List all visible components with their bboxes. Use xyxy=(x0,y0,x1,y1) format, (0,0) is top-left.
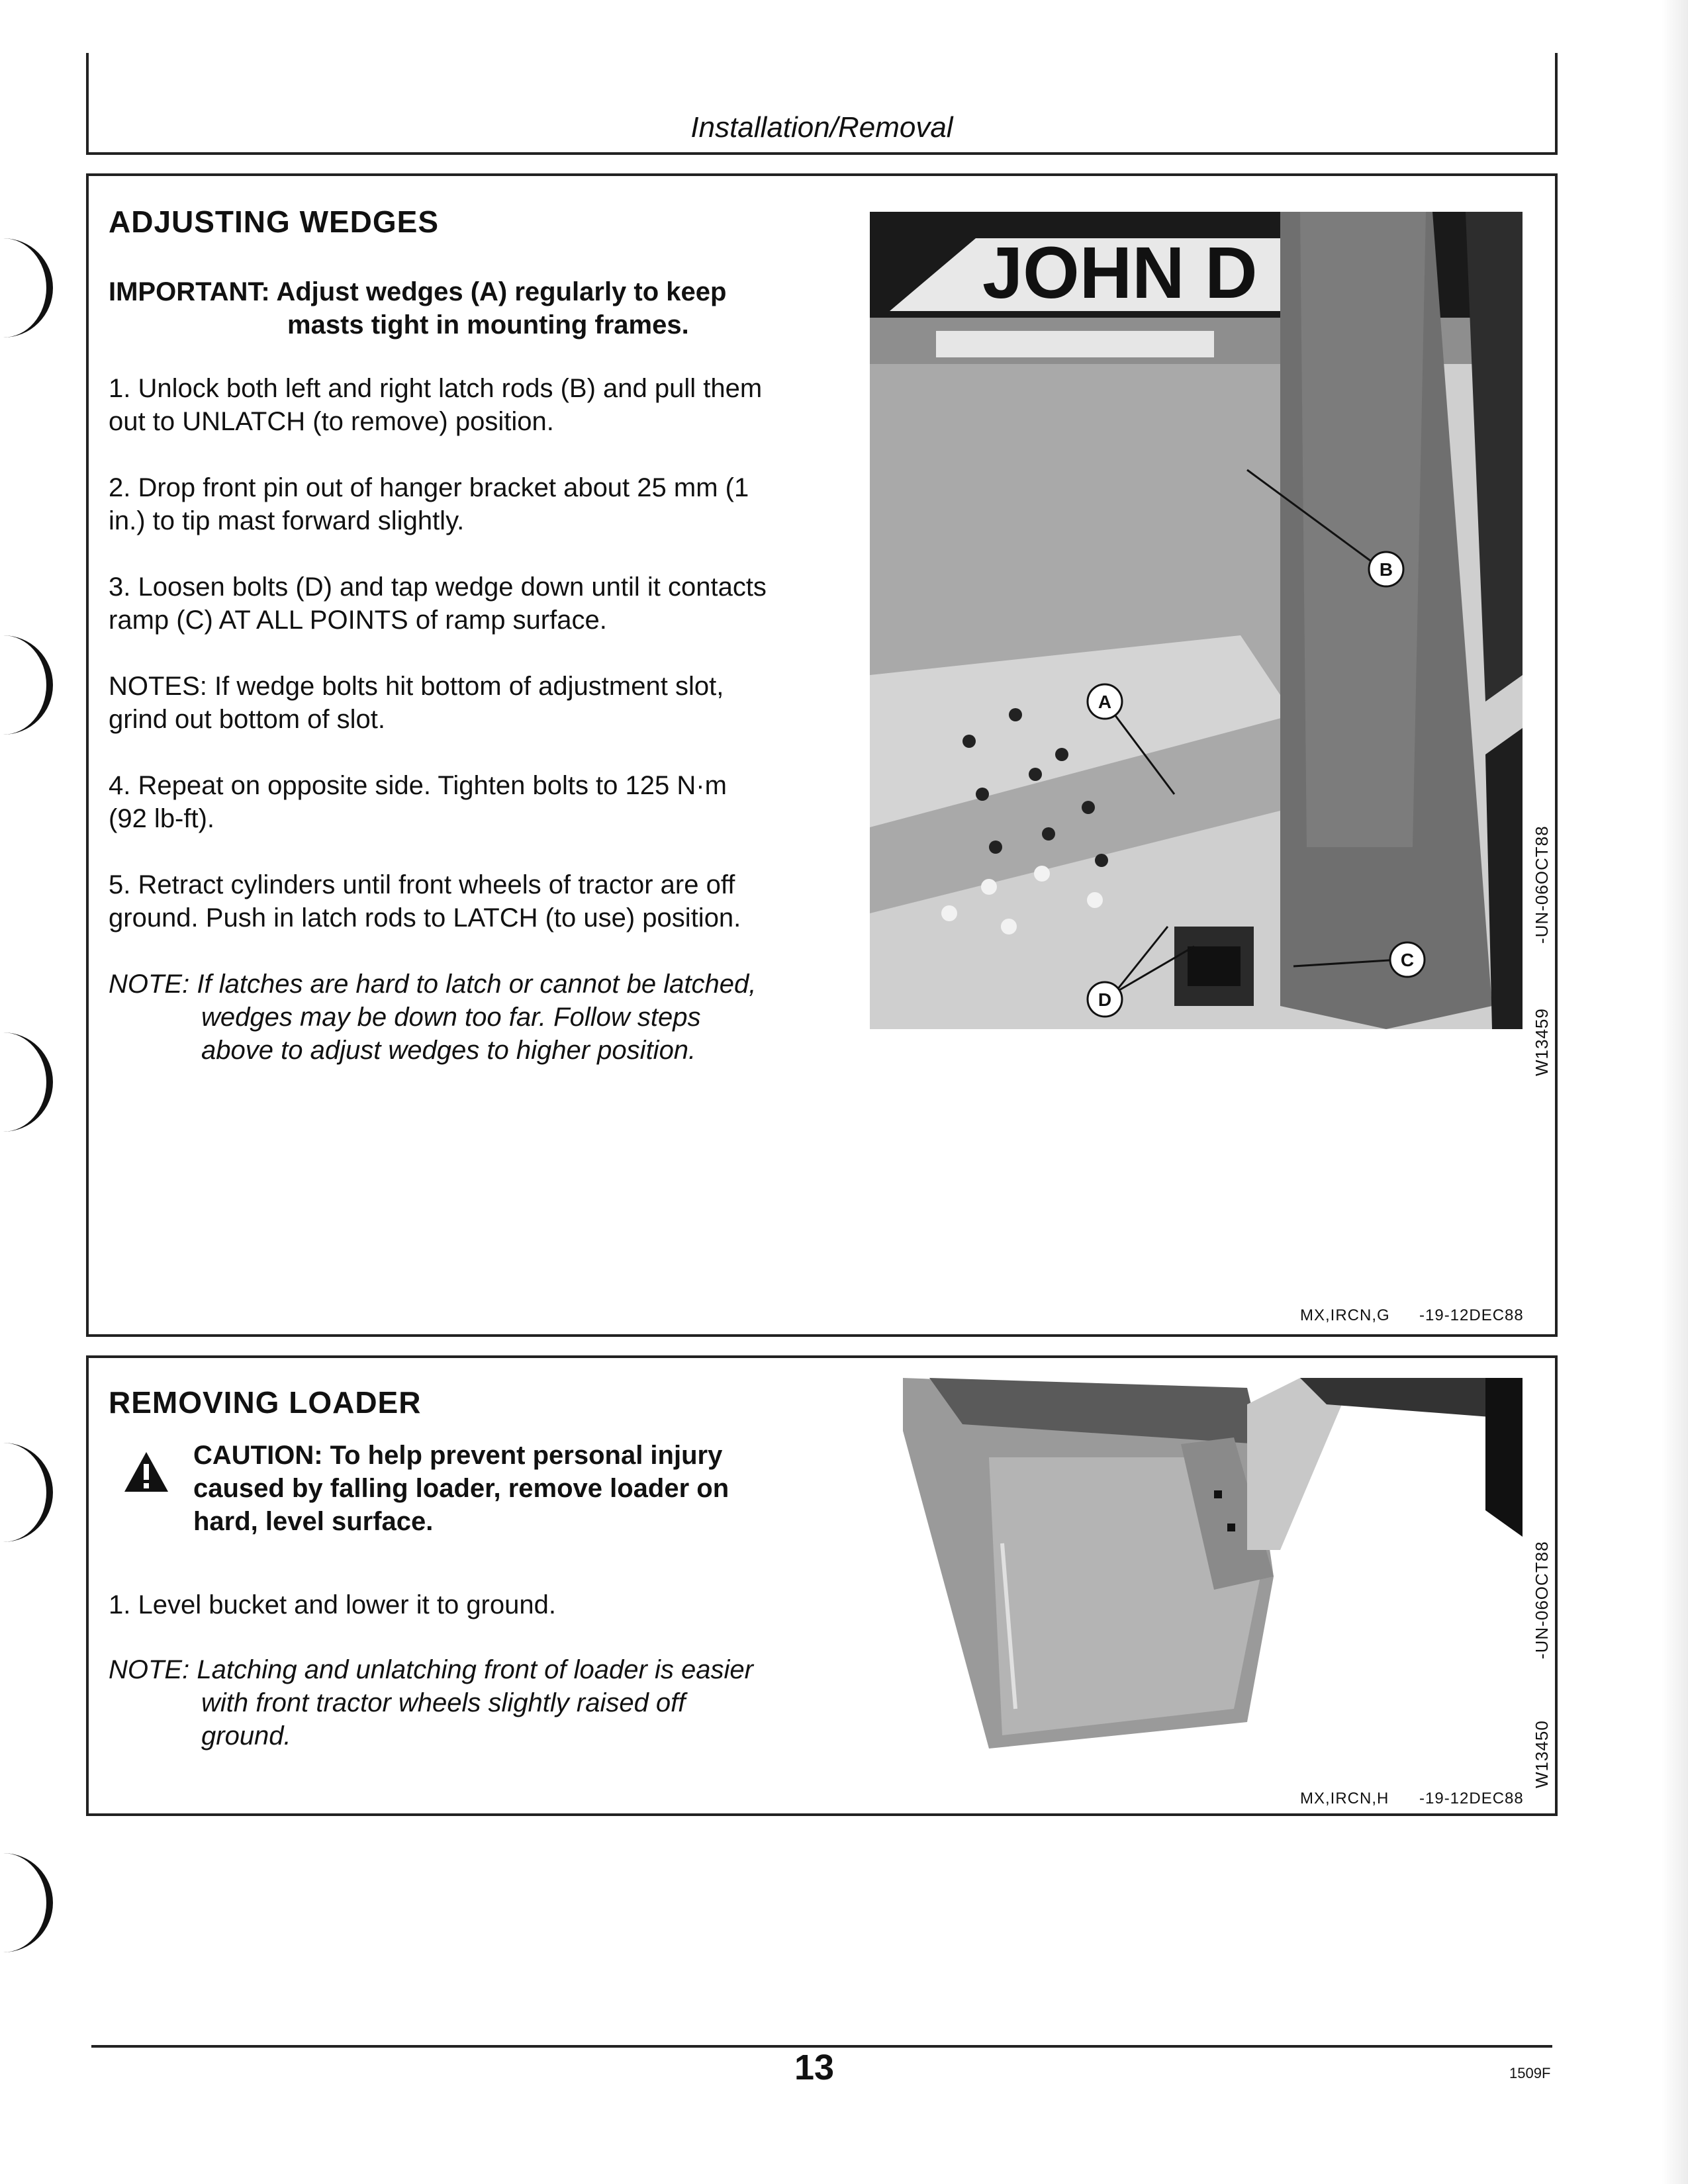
step-5 xyxy=(109,868,890,934)
step-5-line-1: 5. Retract cylinders until front wheels of tractor are off xyxy=(109,870,735,899)
important-line-1: Adjust wedges (A) regularly to keep xyxy=(276,277,727,306)
print-code: 1509F xyxy=(1509,2065,1551,2081)
callout-b xyxy=(1369,552,1403,586)
step-3-line-1: 3. Loosen bolts (D) and tap wedge down until it contacts xyxy=(109,572,767,602)
step-4-line-2: (92 lb-ft). xyxy=(109,804,215,833)
notes xyxy=(109,670,890,736)
footer-ref: MX,IRCN,G xyxy=(1300,1306,1390,1324)
important-notice xyxy=(109,275,903,341)
step-5-line-2: ground. Push in latch rods to LATCH (to use) position. xyxy=(109,903,741,933)
callout-c xyxy=(1390,942,1425,977)
note-line-2: wedges may be down too far. Follow steps xyxy=(201,1003,701,1032)
step-2-line-2: in.) to tip mast forward slightly. xyxy=(109,506,465,535)
warning-triangle-icon xyxy=(123,1451,169,1496)
footer-date: -19-12DEC88 xyxy=(1419,1790,1524,1807)
page-header-title: Installation/Removal xyxy=(690,111,953,144)
figure-code: W13450 xyxy=(1532,1720,1552,1788)
figure-code: W13459 xyxy=(1532,1008,1552,1076)
section-title: REMOVING LOADER xyxy=(109,1385,422,1420)
svg-text:A: A xyxy=(1098,692,1112,712)
section-removing-loader xyxy=(86,1355,1558,1816)
step-1-line-2: out to UNLATCH (to remove) position. xyxy=(109,407,554,436)
footer-ref: MX,IRCN,H xyxy=(1300,1790,1389,1807)
binder-hole-1 xyxy=(0,238,53,338)
caution-line-2: caused by falling loader, remove loader on xyxy=(193,1474,729,1503)
page-number: 13 xyxy=(794,2048,835,2087)
figure-date-code: -UN-06OCT88 xyxy=(1532,1541,1552,1659)
note-label: NOTE: xyxy=(109,1655,190,1684)
note-line-3: ground. xyxy=(201,1721,291,1751)
important-label: IMPORTANT: xyxy=(109,277,270,306)
figure-date-code: -UN-06OCT88 xyxy=(1532,825,1552,944)
note-label: NOTE: xyxy=(109,970,190,999)
step-2-line-1: 2. Drop front pin out of hanger bracket about 25 mm (1 xyxy=(109,473,749,502)
note-line-3: above to adjust wedges to higher position. xyxy=(201,1036,696,1065)
step-3 xyxy=(109,570,890,637)
svg-text:C: C xyxy=(1400,950,1415,970)
svg-text:D: D xyxy=(1098,989,1112,1010)
notes-line-1: NOTES: If wedge bolts hit bottom of adjustment slot, xyxy=(109,672,724,701)
binder-hole-2 xyxy=(0,635,53,735)
photo-brand-text: JOHN D xyxy=(982,232,1258,314)
caution-notice xyxy=(193,1439,888,1538)
caution-line-3: hard, level surface. xyxy=(193,1507,434,1536)
caution-line-1: CAUTION: To help prevent personal injury xyxy=(193,1441,723,1470)
note-line-1: Latching and unlatching front of loader is easier xyxy=(197,1655,753,1684)
callout-d xyxy=(1088,982,1122,1017)
binder-hole-3 xyxy=(0,1032,53,1132)
section-adjusting-wedges xyxy=(86,173,1558,1337)
section-title: ADJUSTING WEDGES xyxy=(109,205,440,239)
step-4-line-1: 4. Repeat on opposite side. Tighten bolts to 125 N·m xyxy=(109,771,727,800)
note-line-1: If latches are hard to latch or cannot be latched, xyxy=(197,970,757,999)
callout-a xyxy=(1088,684,1122,719)
wedge-photo xyxy=(870,212,1523,1029)
svg-text:B: B xyxy=(1379,559,1393,580)
notes-line-2: grind out bottom of slot. xyxy=(109,705,386,734)
footer-date: -19-12DEC88 xyxy=(1419,1306,1524,1324)
binder-hole-4 xyxy=(0,1443,53,1542)
step-3-line-2: ramp (C) AT ALL POINTS of ramp surface. xyxy=(109,606,607,635)
step-2 xyxy=(109,471,890,537)
important-line-2: masts tight in mounting frames. xyxy=(287,310,689,340)
note-block xyxy=(109,968,890,1067)
step-1-line-1: 1. Unlock both left and right latch rods (B) and pull them xyxy=(109,374,763,403)
page-edge xyxy=(1662,0,1688,2184)
note-block xyxy=(109,1653,890,1752)
note-line-2: with front tractor wheels slightly raised off xyxy=(201,1688,686,1717)
step-4 xyxy=(109,769,890,835)
step-1: 1. Level bucket and lower it to ground. xyxy=(109,1590,556,1619)
loader-bucket-photo xyxy=(903,1378,1523,1768)
binder-hole-5 xyxy=(0,1853,53,1952)
header-box xyxy=(86,53,1558,155)
step-1 xyxy=(109,372,890,438)
